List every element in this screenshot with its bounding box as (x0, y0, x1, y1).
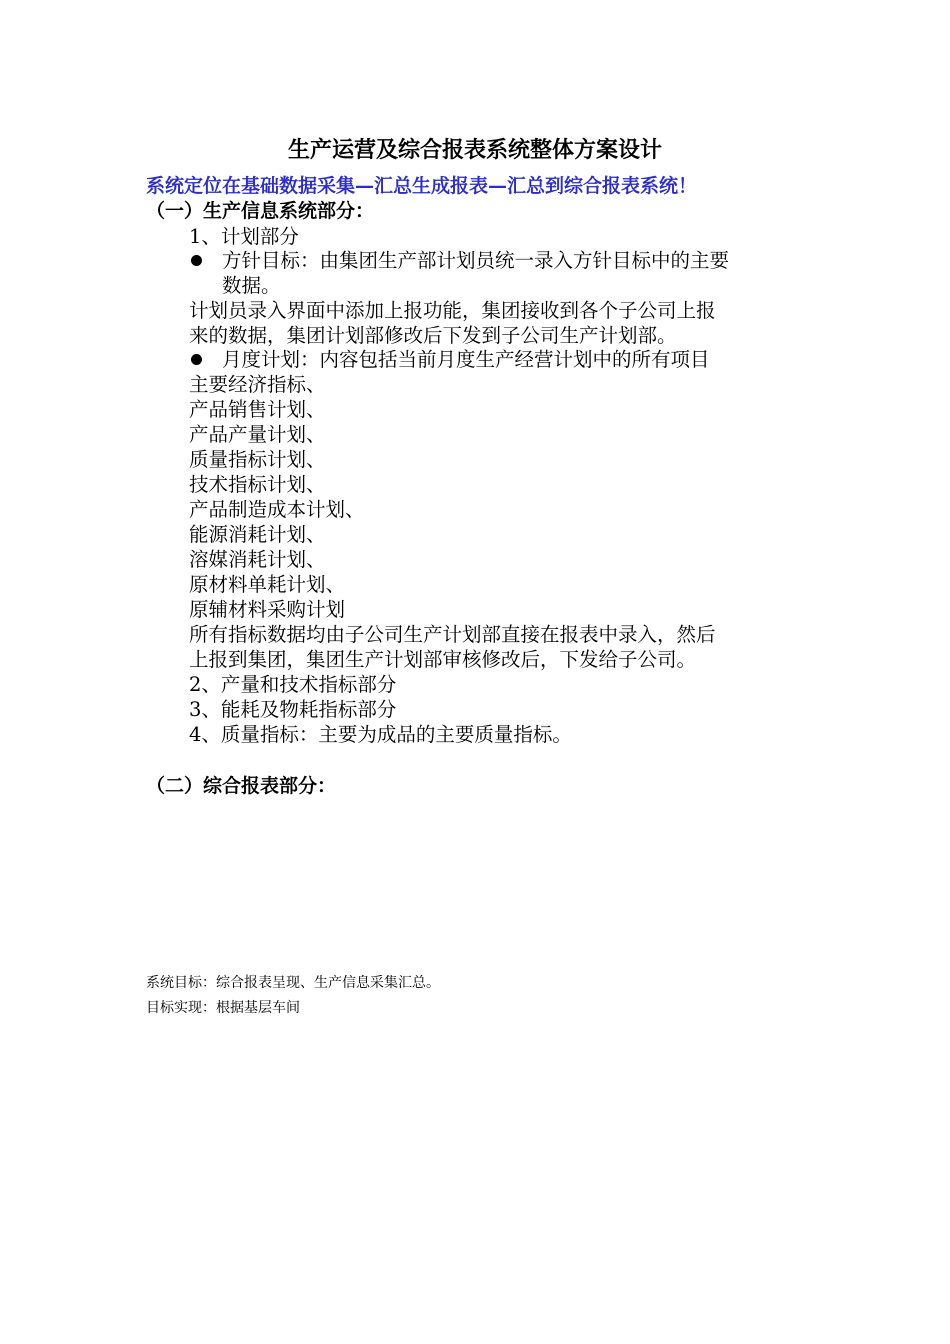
section2-heading: （二）综合报表部分： (146, 775, 337, 797)
para-report-line2: 来的数据，集团计划部修改后下发到子公司生产计划部。 (189, 324, 677, 347)
item-quality: 4、质量指标：主要为成品的主要质量指标。 (189, 723, 572, 746)
item-output-tech: 2、产量和技术指标部分 (189, 673, 397, 696)
plan-item: 原辅材料采购计划 (189, 598, 346, 621)
plan-item: 主要经济指标、 (189, 373, 326, 396)
para-report-line1: 计划员录入界面中添加上报功能，集团接收到各个子公司上报 (189, 299, 716, 322)
bullet-policy-line1: 方针目标：由集团生产部计划员统一录入方针目标中的主要 (222, 249, 730, 272)
para-entry-line2: 上报到集团，集团生产计划部审核修改后，下发给子公司。 (189, 648, 697, 671)
note-implementation: 目标实现：根据基层车间 (146, 1000, 300, 1016)
plan-item: 技术指标计划、 (189, 473, 326, 496)
bullet-policy-line2: 数据。 (222, 274, 281, 297)
plan-item: 溶媒消耗计划、 (189, 548, 326, 571)
section1-heading: （一）生产信息系统部分： (146, 200, 375, 222)
document-title: 生产运营及综合报表系统整体方案设计 (287, 137, 662, 163)
plan-item: 产品产量计划、 (189, 423, 326, 446)
plan-item: 原材料单耗计划、 (189, 573, 346, 596)
bullet-dot-icon (191, 255, 202, 266)
para-entry-line1: 所有指标数据均由子公司生产计划部直接在报表中录入，然后 (189, 623, 716, 646)
note-goal: 系统目标：综合报表呈现、生产信息采集汇总。 (146, 975, 440, 991)
document-subtitle: 系统定位在基础数据采集—汇总生成报表—汇总到综合报表系统！ (146, 175, 698, 197)
item-plan: 1、计划部分 (189, 225, 299, 248)
plan-item: 能源消耗计划、 (189, 523, 326, 546)
item-energy: 3、能耗及物耗指标部分 (189, 698, 397, 721)
bullet-monthly-plan: 月度计划：内容包括当前月度生产经营计划中的所有项目 (222, 348, 710, 371)
plan-item: 产品销售计划、 (189, 398, 326, 421)
plan-item: 质量指标计划、 (189, 448, 326, 471)
plan-item: 产品制造成本计划、 (189, 498, 365, 521)
bullet-dot-icon (191, 354, 202, 365)
